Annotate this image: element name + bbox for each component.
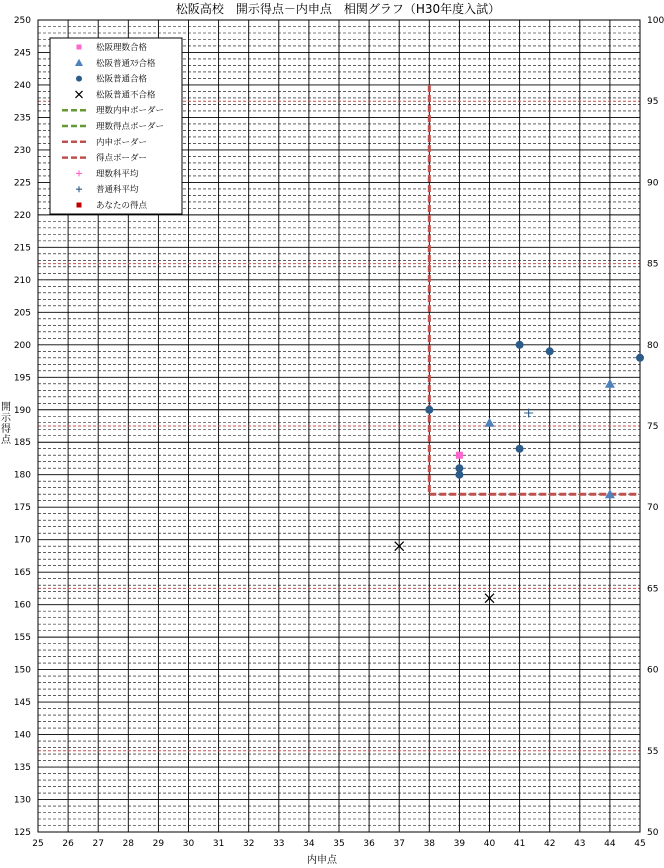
y-axis-ticks [14,16,31,838]
x-tick-label: 34 [303,839,315,849]
legend-label: 松阪普通合格 [96,74,148,85]
y-tick-label: 130 [13,795,31,806]
y-tick-label: 135 [13,763,31,774]
y-tick-label: 250 [13,16,31,26]
y-tick-label: 245 [13,48,31,59]
data-point [516,445,524,453]
y-tick-label: 175 [13,503,31,514]
x-tick-label: 32 [242,839,255,849]
legend-marker-swatch [77,203,82,208]
y-tick-label: 220 [13,210,31,221]
legend-label: 得点ボーダー [96,153,148,164]
y-tick-label: 215 [13,243,31,254]
y-tick-label: 125 [13,828,31,838]
legend-label: 松阪理数合格 [96,43,148,53]
x-tick-label: 36 [363,839,375,849]
y-tick-label: 170 [13,535,31,546]
x-axis-label: 内申点 [307,855,337,866]
y-tick-label: 150 [13,665,31,676]
y-tick-label: 205 [13,308,31,319]
chart-title: 松阪高校 開示得点－内申点 相関グラフ（H30年度入試） [175,2,501,16]
x-tick-label: 38 [423,839,436,849]
legend-label: 松阪普通不合格 [96,90,156,101]
legend-marker-swatch [76,76,82,82]
x-tick-label: 43 [574,839,586,849]
x-tick-label: 29 [152,839,165,849]
data-point [516,341,524,349]
y2-tick-label: 95 [647,97,659,108]
y2-axis-ticks [647,16,664,838]
x-tick-label: 26 [62,839,74,849]
y-tick-label: 230 [13,145,31,156]
legend-label: 理数科平均 [96,169,139,180]
y-tick-label: 210 [13,275,31,286]
x-tick-label: 28 [122,839,135,849]
y2-tick-label: 55 [647,746,659,757]
y-tick-label: 200 [13,340,31,351]
y-tick-label: 195 [13,373,31,384]
y2-tick-label: 85 [647,259,659,270]
y-tick-label: 145 [13,698,31,709]
data-point [605,379,615,388]
x-tick-label: 42 [543,839,556,849]
y-tick-label: 225 [13,178,31,189]
y2-tick-label: 80 [647,340,659,351]
x-tick-label: 30 [182,839,195,849]
x-tick-label: 41 [513,839,526,849]
data-point [485,418,495,427]
y-tick-label: 160 [13,600,31,611]
data-point [456,452,463,459]
x-tick-label: 27 [92,839,104,849]
x-tick-label: 37 [393,839,405,849]
legend-label: 普通科平均 [96,185,139,196]
x-tick-label: 33 [273,839,285,849]
x-tick-label: 25 [32,839,44,849]
y-tick-label: 185 [13,438,31,449]
y2-tick-label: 50 [647,828,659,838]
y2-tick-label: 75 [647,422,659,432]
y-tick-label: 155 [13,633,31,644]
data-point [455,471,463,479]
legend-label: あなたの得点 [96,201,148,211]
x-tick-label: 39 [453,839,466,849]
border-lines [429,85,640,494]
y-tick-label: 190 [13,405,31,416]
y-tick-label: 240 [13,80,31,91]
legend-marker-swatch [77,45,82,50]
y2-tick-label: 65 [647,584,659,595]
legend-label: 理数内申ボーダー [96,106,165,117]
data-point [636,354,644,362]
x-tick-label: 44 [604,839,616,849]
y-tick-label: 180 [13,470,31,481]
x-tick-label: 45 [634,839,646,849]
data-point [425,406,433,414]
y-tick-label: 165 [13,568,31,579]
y-tick-label: 140 [13,730,31,741]
y2-tick-label: 90 [647,178,659,189]
legend-label: 理数得点ボーダー [96,122,165,132]
legend-label: 松阪普通ｽﾗ合格 [96,58,156,69]
x-tick-label: 31 [212,839,225,849]
y2-tick-label: 60 [647,665,659,676]
x-axis-ticks [32,839,645,849]
y2-tick-label: 70 [647,503,659,514]
legend [50,38,182,214]
data-point [546,347,554,355]
y-axis-label: 開示得点 [1,402,11,446]
legend-label: 内申ボーダー [96,137,148,148]
x-tick-label: 40 [483,839,496,849]
y2-tick-label: 100 [647,16,664,26]
y-tick-label: 235 [13,113,31,124]
x-tick-label: 35 [333,839,345,849]
